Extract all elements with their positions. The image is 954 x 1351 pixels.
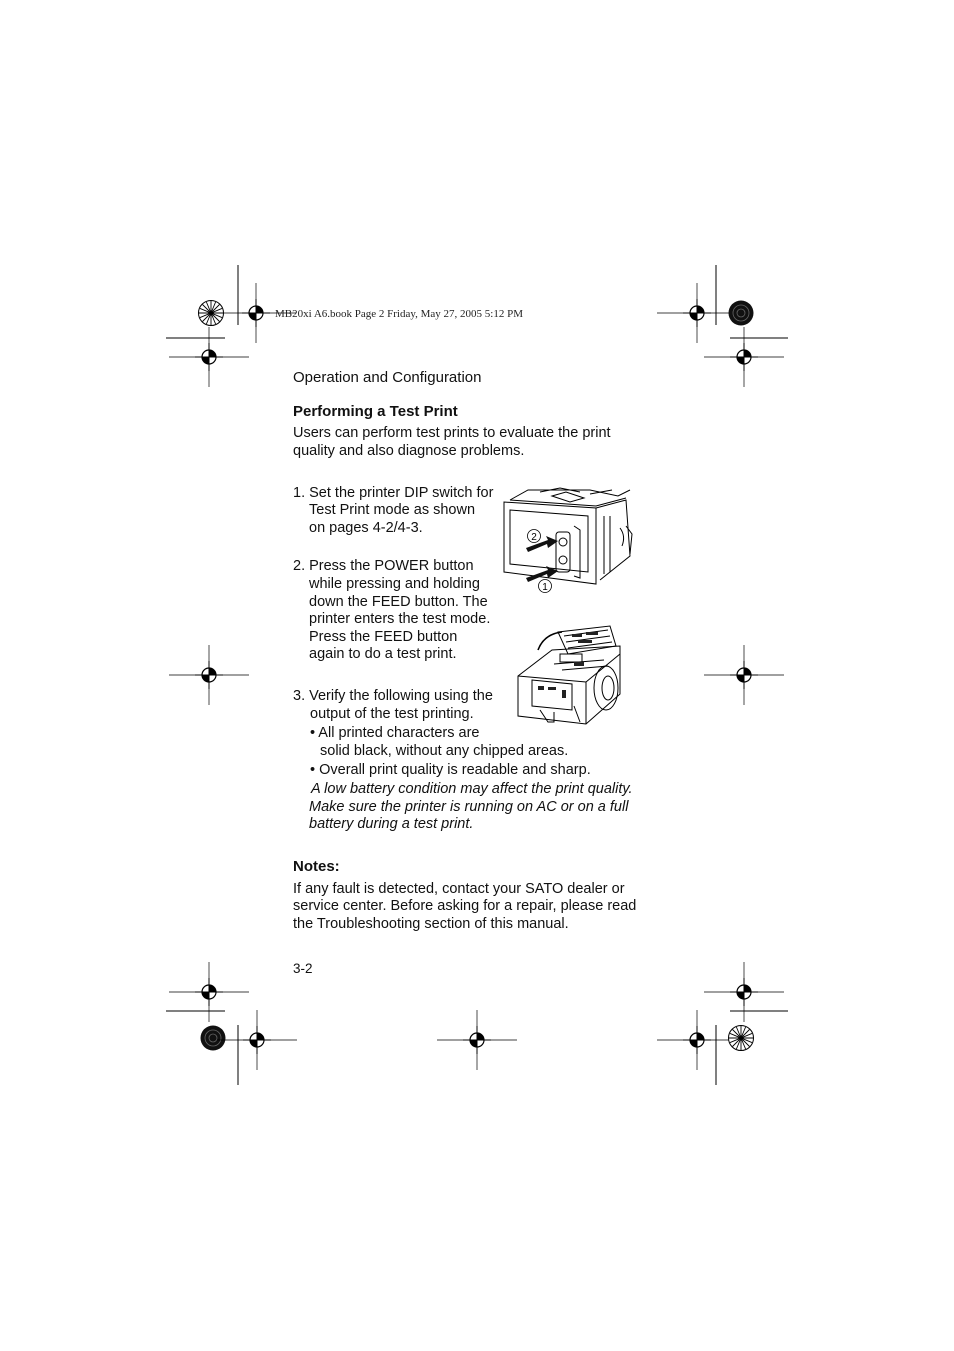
page-number: 3-2 [293, 961, 313, 976]
step-2-line: again to do a test print. [309, 646, 457, 662]
step-2-line: down the FEED button. The [309, 594, 488, 610]
caution-line: battery during a test print. [309, 816, 474, 832]
notes-heading: Notes: [293, 858, 340, 875]
page-heading: Performing a Test Print [293, 403, 458, 420]
bullet-line: solid black, without any chipped areas. [320, 743, 569, 759]
caution-line: Make sure the printer is running on AC or on a full [309, 799, 629, 815]
step-1-line: on pages 4-2/4-3. [309, 520, 423, 536]
step-2-line: printer enters the test mode. [309, 611, 491, 627]
intro-line: Users can perform test prints to evaluate the print [293, 425, 611, 441]
step-1-line: 1. Set the printer DIP switch for [293, 485, 494, 501]
step-2-line: while pressing and holding [309, 576, 480, 592]
callout-1: 1 [542, 582, 548, 593]
step-3-line: output of the test printing. [310, 706, 474, 722]
callout-2: 2 [531, 532, 537, 543]
step-2-line: Press the FEED button [309, 629, 458, 645]
step-2-line: 2. Press the POWER button [293, 558, 474, 574]
test-print-output-illustration [512, 624, 636, 730]
step-1-line: Test Print mode as shown [309, 502, 476, 518]
printer-buttons-illustration [500, 486, 634, 596]
intro-line: quality and also diagnose problems. [293, 443, 525, 459]
print-header: MB20xi A6.book Page 2 Friday, May 27, 2005 5:12 PM [275, 308, 524, 320]
bullet-line: • Overall print quality is readable and sharp. [310, 762, 591, 778]
section-title: Operation and Configuration [293, 369, 482, 386]
bullet-line: • All printed characters are [310, 725, 480, 741]
notes-line: the Troubleshooting section of this manual. [293, 916, 569, 932]
notes-line: service center. Before asking for a repair, please read [293, 898, 637, 914]
step-3-line: 3. Verify the following using the [293, 688, 493, 704]
notes-line: If any fault is detected, contact your SATO dealer or [293, 881, 625, 897]
caution-line: A low battery condition may affect the print quality. [311, 781, 633, 797]
